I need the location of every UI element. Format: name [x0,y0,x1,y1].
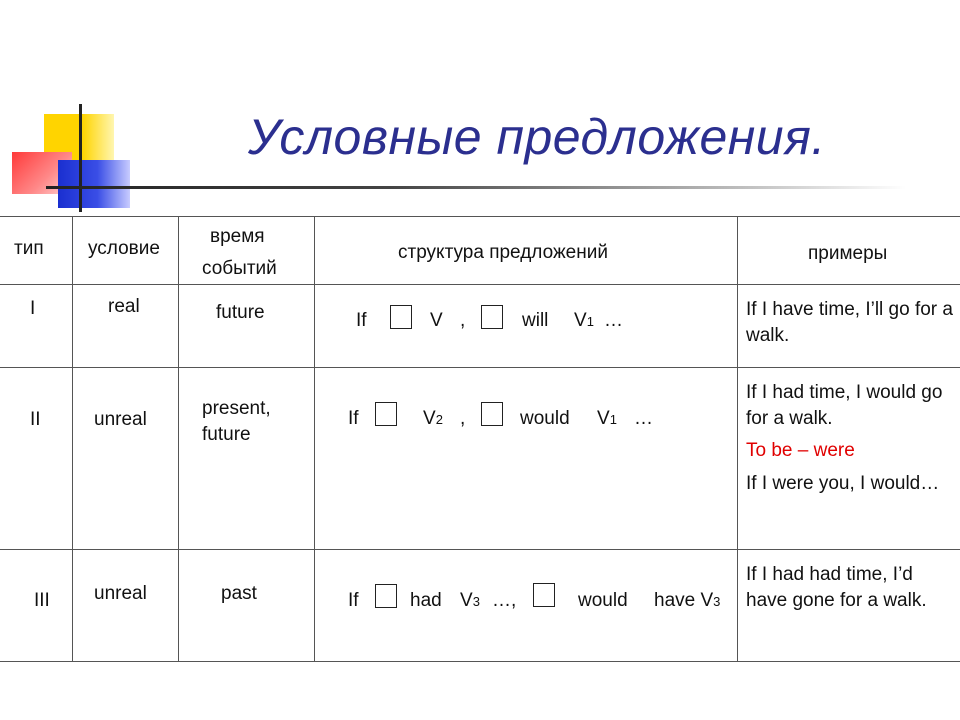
formula-comma: , [460,408,466,429]
row-type: II [30,409,41,430]
row-type: III [34,590,50,611]
example-text: If I have time, I’ll go for a walk. [746,299,953,346]
formula-ellipsis: … [634,408,653,429]
example-text: If I had time, I would go for a walk. [746,382,943,429]
formula-aux: would [578,590,628,611]
table-rule [0,284,960,285]
table-rule [0,367,960,368]
table-rule [0,661,960,662]
formula-verb1: V1 [574,310,594,331]
formula-verb: V3 [460,590,480,611]
formula-aux: would [520,408,570,429]
arrow-box-icon [375,584,397,608]
blue-square [58,160,130,208]
header-condition: условие [88,238,160,259]
row-time: past [221,583,257,604]
example-text: If I had had time, I’d have gone for a walk. [746,564,927,611]
table-rule [178,216,179,662]
vertical-rule [79,104,82,212]
row-condition: real [108,296,140,317]
header-time-line1: время [210,226,265,247]
example-highlight: To be – were [746,440,855,461]
formula-if: If [348,408,359,429]
formula-verb1: V1 [597,408,617,429]
row-type: I [30,298,36,319]
table-rule [72,216,73,662]
table-rule [0,549,960,550]
title-underline [46,186,906,189]
table-rule [314,216,315,662]
formula-have: have V3 [654,590,721,611]
formula-if: If [356,310,367,331]
row-condition: unreal [94,583,147,604]
header-examples: примеры [808,243,888,264]
table-rule [0,216,960,217]
arrow-box-icon [481,402,503,426]
arrow-box-icon [390,305,412,329]
header-time-line2: событий [202,258,277,279]
arrow-box-icon [481,305,503,329]
formula-if: If [348,590,359,611]
formula-comma: , [460,310,466,331]
table-rule [737,216,738,662]
arrow-box-icon [533,583,555,607]
formula-verb: V2 [423,408,443,429]
row-time: present, future [202,398,271,445]
page-title: Условные предложения. [248,109,826,165]
formula-verb: V [430,310,443,331]
example-text: If I were you, I would… [746,473,940,494]
row-condition: unreal [94,409,147,430]
formula-ellipsis: …, [492,590,517,611]
arrow-box-icon [375,402,397,426]
formula-ellipsis: … [604,310,623,331]
formula-had: had [410,590,442,611]
header-type: тип [14,238,44,259]
formula-aux: will [522,310,549,331]
header-structure: структура предложений [398,242,608,263]
row-time: future [216,302,265,323]
